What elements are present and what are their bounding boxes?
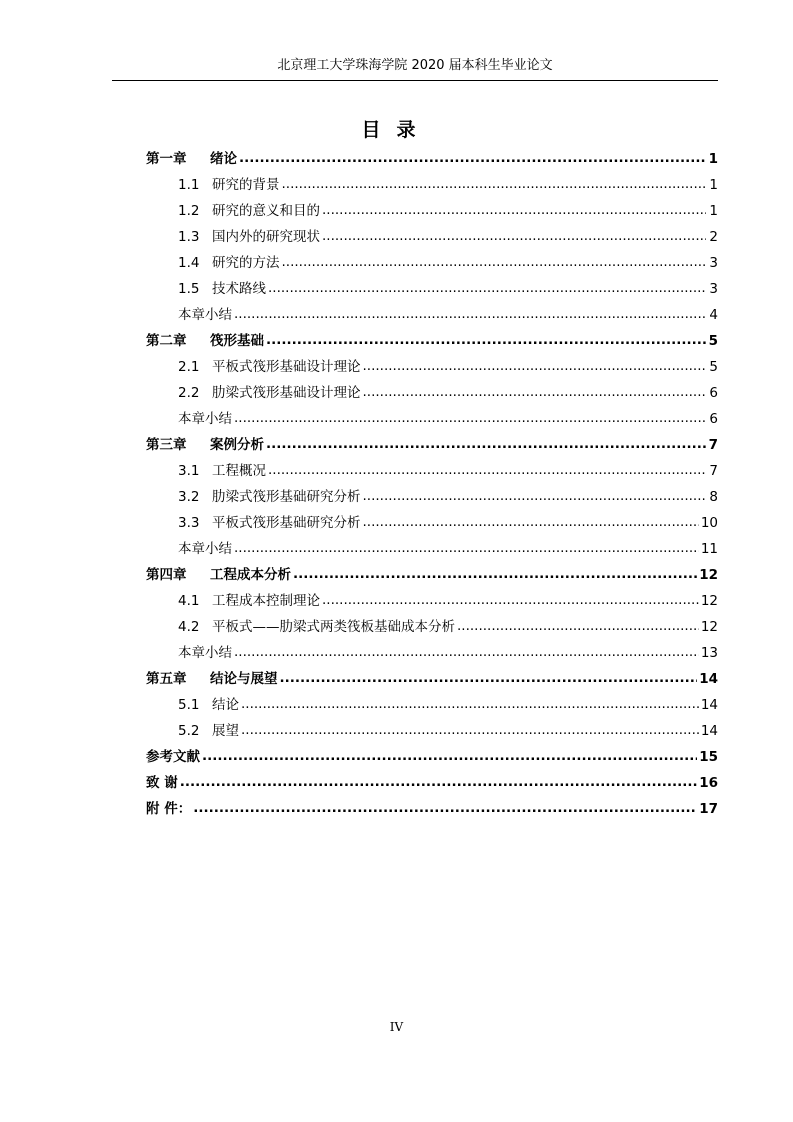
toc-entry-title: 案例分析 (210, 437, 264, 453)
dot-leader (282, 171, 707, 197)
dot-leader (202, 743, 697, 769)
toc-entry-title: 筏形基础 (210, 333, 264, 349)
toc-entry-page: 17 (699, 801, 718, 817)
toc-section-entry[interactable] (146, 588, 718, 614)
toc-entry-number: 1.4 (178, 255, 200, 271)
toc-entry-number: 1.1 (178, 177, 200, 193)
toc-entry-title: 平板式筏形基础研究分析 (212, 515, 361, 531)
toc-entry-page: 16 (699, 775, 718, 791)
toc-entry-title: 本章小结 (178, 541, 232, 557)
toc-section-entry[interactable] (146, 692, 718, 718)
toc-entry-number: 2.2 (178, 385, 200, 401)
dot-leader (363, 509, 699, 535)
dot-leader (234, 535, 699, 561)
toc-section-entry[interactable] (146, 536, 718, 562)
toc-entry-page: 1 (709, 177, 718, 193)
toc-section-entry[interactable] (146, 172, 718, 198)
toc-entry-page: 7 (708, 437, 718, 453)
toc-entry-number: 5.1 (178, 697, 200, 713)
toc-section-entry[interactable] (146, 224, 718, 250)
toc-entry-page: 14 (700, 723, 718, 739)
table-of-contents (146, 146, 718, 822)
dot-leader (457, 613, 699, 639)
dot-leader (280, 665, 698, 691)
toc-chapter-entry[interactable] (146, 432, 718, 458)
toc-section-entry[interactable] (146, 250, 718, 276)
toc-section-entry[interactable] (146, 354, 718, 380)
toc-entry-number: 2.1 (178, 359, 200, 375)
dot-leader (239, 145, 706, 171)
toc-entry-title: 结论 (212, 697, 239, 713)
dot-leader (322, 197, 706, 223)
toc-entry-number: 3.1 (178, 463, 200, 479)
dot-leader (363, 483, 707, 509)
toc-title: 目录 (361, 119, 432, 141)
toc-entry-page: 5 (709, 359, 718, 375)
toc-entry-title: 结论与展望 (210, 671, 278, 687)
dot-leader (363, 379, 707, 405)
toc-entry-page: 11 (700, 541, 718, 557)
toc-entry-number: 1.2 (178, 203, 200, 219)
dot-leader (266, 327, 706, 353)
toc-entry-page: 4 (709, 307, 718, 323)
dot-leader (363, 353, 707, 379)
toc-entry-title: 国内外的研究现状 (212, 229, 320, 245)
toc-entry-title: 肋梁式筏形基础研究分析 (212, 489, 361, 505)
toc-entry-number: 4.2 (178, 619, 200, 635)
toc-entry-title: 参考文献 (146, 749, 200, 765)
toc-entry-page: 14 (700, 697, 718, 713)
toc-entry-title: 绪论 (210, 151, 237, 167)
toc-chapter-entry[interactable] (146, 146, 718, 172)
toc-entry-page: 1 (709, 203, 718, 219)
toc-entry-number: 第五章 (146, 671, 187, 687)
toc-entry-number: 3.2 (178, 489, 200, 505)
toc-entry-number: 第一章 (146, 151, 187, 167)
toc-entry-number: 1.3 (178, 229, 200, 245)
toc-section-entry[interactable] (146, 380, 718, 406)
toc-entry-page: 7 (709, 463, 718, 479)
toc-entry-page: 3 (709, 281, 718, 297)
toc-section-entry[interactable] (146, 640, 718, 666)
dot-leader (282, 249, 707, 275)
toc-section-entry[interactable] (146, 614, 718, 640)
toc-chapter-entry[interactable] (146, 666, 718, 692)
toc-entry-page: 6 (709, 411, 718, 427)
dot-leader (268, 275, 706, 301)
toc-entry-page: 6 (709, 385, 718, 401)
toc-section-entry[interactable] (146, 198, 718, 224)
dot-leader (266, 431, 706, 457)
toc-entry-number: 第三章 (146, 437, 187, 453)
toc-entry-title: 研究的意义和目的 (212, 203, 320, 219)
toc-entry-number: 5.2 (178, 723, 200, 739)
toc-section-entry[interactable] (146, 302, 718, 328)
toc-section-entry[interactable] (146, 484, 718, 510)
toc-entry-page: 12 (700, 593, 718, 609)
toc-entry-title: 本章小结 (178, 645, 232, 661)
toc-entry-title: 平板式——肋梁式两类筏板基础成本分析 (212, 619, 455, 635)
toc-chapter-entry[interactable] (146, 796, 718, 822)
toc-entry-page: 5 (708, 333, 718, 349)
toc-entry-page: 15 (699, 749, 718, 765)
header-rule (112, 80, 718, 81)
toc-entry-page: 12 (699, 567, 718, 583)
toc-entry-page: 1 (708, 151, 718, 167)
toc-entry-page: 3 (709, 255, 718, 271)
dot-leader (322, 223, 706, 249)
page-number: IV (389, 1020, 404, 1034)
toc-entry-page: 10 (700, 515, 718, 531)
toc-entry-page: 13 (700, 645, 718, 661)
running-header: 北京理工大学珠海学院 2020 届本科生毕业论文 (277, 58, 553, 73)
toc-entry-title: 工程成本分析 (210, 567, 291, 583)
toc-entry-title: 技术路线 (212, 281, 266, 297)
toc-entry-number: 1.5 (178, 281, 200, 297)
toc-section-entry[interactable] (146, 276, 718, 302)
toc-section-entry[interactable] (146, 718, 718, 744)
toc-entry-page: 14 (699, 671, 718, 687)
dot-leader (193, 795, 697, 821)
toc-entry-number: 3.3 (178, 515, 200, 531)
dot-leader (293, 561, 697, 587)
toc-chapter-entry[interactable] (146, 770, 718, 796)
toc-chapter-entry[interactable] (146, 328, 718, 354)
toc-section-entry[interactable] (146, 458, 718, 484)
dot-leader (180, 769, 698, 795)
toc-chapter-entry[interactable] (146, 562, 718, 588)
toc-entry-title: 致 谢 (146, 775, 178, 791)
toc-entry-title: 工程成本控制理论 (212, 593, 320, 609)
toc-entry-title: 平板式筏形基础设计理论 (212, 359, 361, 375)
toc-entry-title: 研究的背景 (212, 177, 280, 193)
dot-leader (268, 457, 706, 483)
toc-entry-title: 本章小结 (178, 411, 232, 427)
toc-section-entry[interactable] (146, 510, 718, 536)
toc-entry-title: 展望 (212, 723, 239, 739)
dot-leader (322, 587, 699, 613)
dot-leader (241, 691, 699, 717)
toc-entry-number: 第二章 (146, 333, 187, 349)
toc-entry-title: 肋梁式筏形基础设计理论 (212, 385, 361, 401)
toc-entry-title: 工程概况 (212, 463, 266, 479)
dot-leader (234, 405, 706, 431)
dot-leader (241, 717, 699, 743)
toc-entry-page: 12 (700, 619, 718, 635)
dot-leader (234, 301, 706, 327)
toc-section-entry[interactable] (146, 406, 718, 432)
dot-leader (234, 639, 699, 665)
toc-entry-title: 研究的方法 (212, 255, 280, 271)
toc-entry-title: 本章小结 (178, 307, 232, 323)
toc-entry-page: 8 (709, 489, 718, 505)
toc-entry-page: 2 (709, 229, 718, 245)
toc-entry-title: 附 件： (146, 801, 192, 817)
toc-chapter-entry[interactable] (146, 744, 718, 770)
toc-entry-number: 4.1 (178, 593, 200, 609)
toc-entry-number: 第四章 (146, 567, 187, 583)
